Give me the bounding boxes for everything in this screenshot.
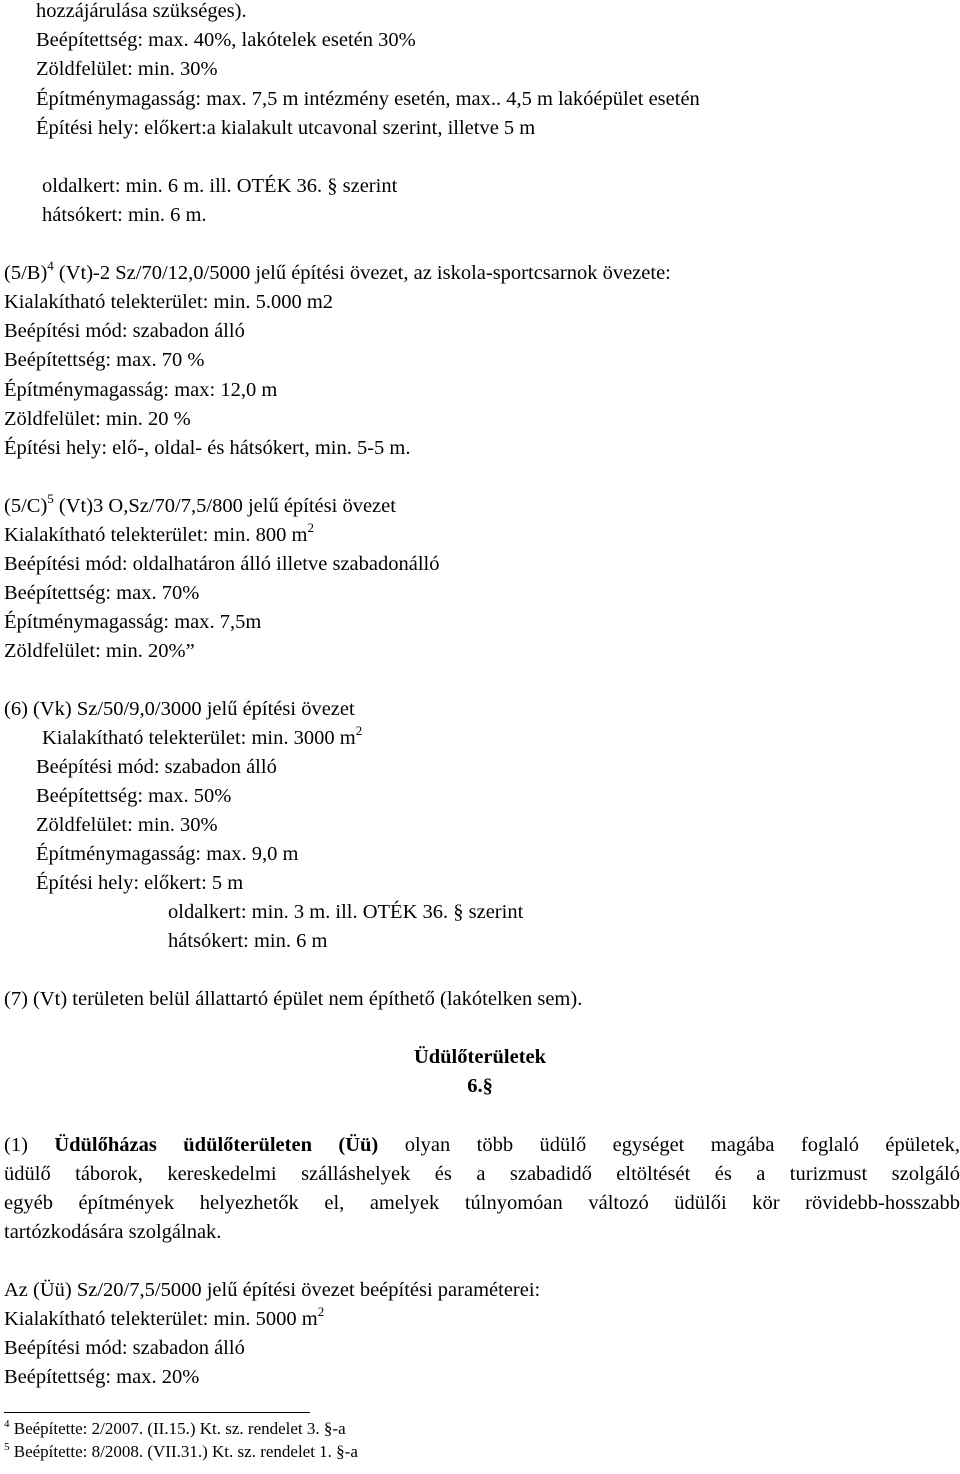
footnote-ref: 5 xyxy=(47,491,54,506)
section-number: 6.§ xyxy=(467,1075,493,1097)
text-line: Beépítettség: max. 50% xyxy=(36,785,232,807)
text-line: Beépítettség: max. 70% xyxy=(4,582,200,604)
text-line: Beépítettség: max. 20% xyxy=(4,1366,200,1388)
footnote-ref: 4 xyxy=(47,258,54,273)
footnote: $^5$ Beépítette: 8/2008. (VII.31.) Kt. sz. rendelet 1. §-a xyxy=(4,1441,358,1461)
paragraph-line: üdülő táborok, kereskedelmi szálláshelyek és a szabadidő eltöltését és a turizmust szolgáló xyxy=(4,1163,960,1185)
defined-term: Üdülőházas üdülőterületen (Üü) xyxy=(54,1134,379,1156)
text-line: Zöldfelület: min. 30% xyxy=(36,814,218,836)
text-line: Kialakítható telekterület: min. 800 $m^2$ xyxy=(4,520,314,546)
text-line: hátsókert: min. 6 m xyxy=(168,930,328,952)
text-line: oldalkert: min. 6 m. ill. OTÉK 36. § szerint xyxy=(42,175,398,197)
text-line: Beépítettség: max. 70 % xyxy=(4,349,205,371)
text-line: Beépítettség: max. 40%, lakótelek esetén 30% xyxy=(36,29,416,51)
text-line: Zöldfelület: min. 20 % xyxy=(4,408,191,430)
section-5b-title: $(5/B)^4$ (Vt)-2 Sz/70/12,0/5000 jelű építési övezet, az iskola-sportcsarnok övezete: xyxy=(4,258,671,284)
text-line: Építménymagasság: max. 7,5 m intézmény esetén, max.. 4,5 m lakóépület esetén xyxy=(36,88,700,110)
text-line: Építménymagasság: max. 7,5m xyxy=(4,611,262,633)
text-line: Építménymagasság: max: 12,0 m xyxy=(4,379,278,401)
chapter-heading: Üdülőterületek xyxy=(413,1046,547,1068)
text-line: Beépítési mód: oldalhatáron álló illetve szabadonálló xyxy=(4,553,440,575)
text-line: Építési hely: előkert: 5 m xyxy=(36,872,244,894)
text-line: oldalkert: min. 3 m. ill. OTÉK 36. § szerint xyxy=(168,901,524,923)
section-7: (7) (Vt) területen belül állattartó épület nem építhető (lakótelken sem). xyxy=(4,988,583,1010)
text-line: Zöldfelület: min. 30% xyxy=(36,58,218,80)
text-line: Beépítési mód: szabadon álló xyxy=(4,1337,245,1359)
text-line: hozzájárulása szükséges). xyxy=(36,0,247,22)
text-line: Kialakítható telekterület: min. 5000 $m^2$ xyxy=(4,1304,325,1330)
text-line: Kialakítható telekterület: min. 5.000 m2 xyxy=(4,291,334,313)
paragraph-line: tartózkodására szolgálnak. xyxy=(4,1221,222,1243)
footnote: $^4$ Beépítette: 2/2007. (II.15.) Kt. sz. rendelet 3. §-a xyxy=(4,1418,346,1438)
text-line: Zöldfelület: min. 20%” xyxy=(4,640,195,662)
paragraph-line: (1) Üdülőházas üdülőterületen (Üü) olyan több üdülő egységet magába foglaló épületek, xyxy=(4,1134,960,1156)
text-line: Építési hely: előkert:a kialakult utcavonal szerint, illetve 5 m xyxy=(36,117,536,139)
footnote-separator xyxy=(4,1412,310,1413)
text-line: Építménymagasság: max. 9,0 m xyxy=(36,843,299,865)
text-line: Beépítési mód: szabadon álló xyxy=(36,756,277,778)
text-line: Kialakítható telekterület: min. 3000 $m^2$ xyxy=(42,723,363,749)
text-line: hátsókert: min. 6 m. xyxy=(42,204,207,226)
text-line: Beépítési mód: szabadon álló xyxy=(4,320,245,342)
section-6-title: (6) (Vk) Sz/50/9,0/3000 jelű építési övezet xyxy=(4,698,355,720)
text-line: Építési hely: elő-, oldal- és hátsókert, min. 5-5 m. xyxy=(4,437,411,459)
paragraph-line: egyéb építmények helyezhetők el, amelyek túlnyomóan változó üdülői kör rövidebb-hosszabb xyxy=(4,1192,960,1214)
section-5c-title: $(5/C)^5$ (Vt)3 O,Sz/70/7,5/800 jelű építési övezet xyxy=(4,491,396,517)
text-line: Az (Üü) Sz/20/7,5/5000 jelű építési övezet beépítési paraméterei: xyxy=(4,1279,541,1301)
